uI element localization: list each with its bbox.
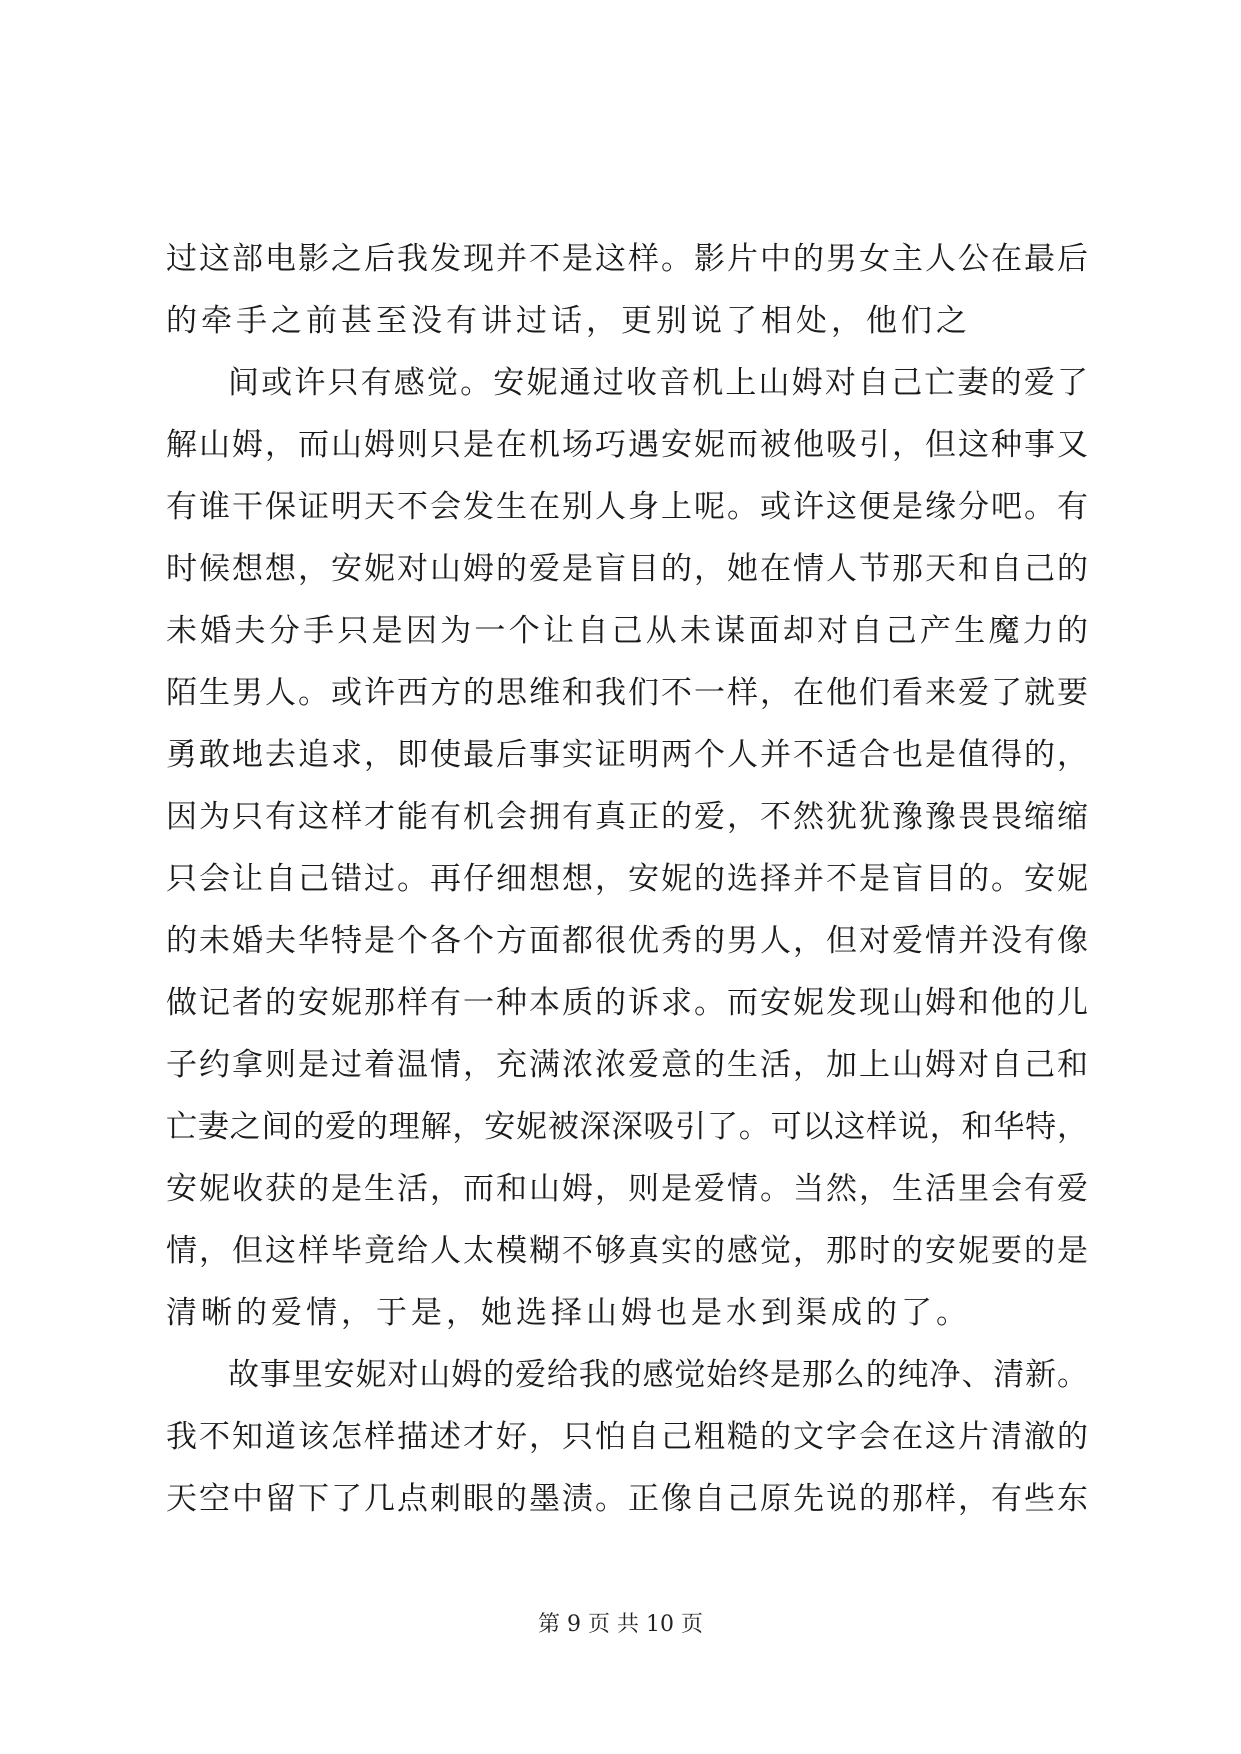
text-line: 只会让自己错过。再仔细想想，安妮的选择并不是盲目的。安妮	[166, 861, 1088, 897]
text-line: 我不知道该怎样描述才好，只怕自己粗糙的文字会在这片清澈的	[166, 1419, 1088, 1455]
text-line: 清晰的爱情，于是，她选择山姆也是水到渠成的了。	[166, 1295, 971, 1331]
text-line: 故事里安妮对山姆的爱给我的感觉始终是那么的纯净、清新。	[228, 1357, 1088, 1393]
page-footer	[0, 1610, 1241, 1640]
text-line: 亡妻之间的爱的理解，安妮被深深吸引了。可以这样说，和华特，	[166, 1109, 1088, 1145]
text-line: 做记者的安妮那样有一种本质的诉求。而安妮发现山姆和他的儿	[166, 985, 1088, 1021]
text-line: 解山姆，而山姆则只是在机场巧遇安妮而被他吸引，但这种事又	[166, 427, 1088, 463]
text-line: 天空中留下了几点刺眼的墨渍。正像自己原先说的那样，有些东	[166, 1481, 1088, 1517]
text-line: 有谁干保证明天不会发生在别人身上呢。或许这便是缘分吧。有	[166, 489, 1088, 525]
text-line: 情，但这样毕竟给人太模糊不够真实的感觉，那时的安妮要的是	[166, 1233, 1088, 1269]
text-line: 安妮收获的是生活，而和山姆，则是爱情。当然，生活里会有爱	[166, 1171, 1088, 1207]
text-line: 勇敢地去追求，即使最后事实证明两个人并不适合也是值得的，	[166, 737, 1088, 773]
text-line: 未婚夫分手只是因为一个让自己从未谋面却对自己产生魔力的	[166, 613, 1088, 649]
text-line: 子约拿则是过着温情，充满浓浓爱意的生活，加上山姆对自己和	[166, 1047, 1088, 1083]
text-line: 因为只有这样才能有机会拥有真正的爱，不然犹犹豫豫畏畏缩缩	[166, 799, 1088, 835]
text-line: 间或许只有感觉。安妮通过收音机上山姆对自己亡妻的爱了	[228, 365, 1088, 401]
text-line: 的牵手之前甚至没有讲过话，更别说了相处，他们之	[166, 303, 971, 339]
body-text	[166, 228, 1088, 1530]
text-line: 过这部电影之后我发现并不是这样。影片中的男女主人公在最后	[166, 241, 1088, 277]
page-number: 第 9 页 共 10 页	[538, 1612, 703, 1637]
text-line: 时候想想，安妮对山姆的爱是盲目的，她在情人节那天和自己的	[166, 551, 1088, 587]
text-line: 陌生男人。或许西方的思维和我们不一样，在他们看来爱了就要	[166, 675, 1088, 711]
text-line: 的未婚夫华特是个各个方面都很优秀的男人，但对爱情并没有像	[166, 923, 1088, 959]
